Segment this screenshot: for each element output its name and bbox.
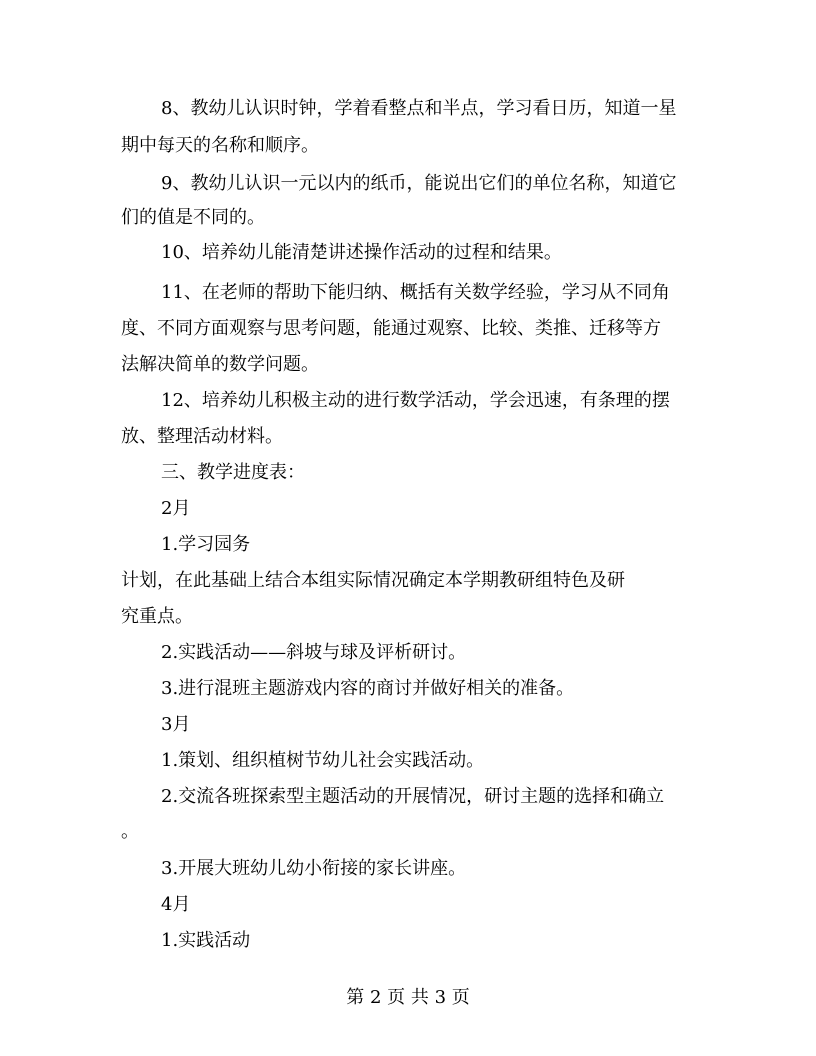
- text-line: 1.策划、组织植树节幼儿社会实践活动。: [161, 750, 485, 771]
- text-line: 1.学习园务: [161, 534, 251, 555]
- text-line: 法解决简单的数学问题。: [121, 354, 319, 375]
- text-line: 3.进行混班主题游戏内容的商讨并做好相关的准备。: [161, 678, 575, 699]
- text-line: 2.交流各班探索型主题活动的开展情况，研讨主题的选择和确立: [161, 786, 665, 807]
- text-line: 11、在老师的帮助下能归纳、概括有关数学经验，学习从不同角: [161, 282, 670, 303]
- text-line: 12、培养幼儿积极主动的进行数学活动，学会迅速，有条理的摆: [161, 390, 670, 411]
- text-line: 计划，在此基础上结合本组实际情况确定本学期教研组特色及研: [121, 570, 625, 591]
- text-line: 2.实践活动——斜坡与球及评析研讨。: [161, 642, 467, 663]
- month-heading: 2月: [161, 498, 191, 519]
- text-line: 9、教幼儿认识一元以内的纸币，能说出它们的单位名称，知道它: [161, 173, 677, 194]
- text-line: 3.开展大班幼儿幼小衔接的家长讲座。: [161, 858, 467, 879]
- text-line: 。: [121, 821, 139, 842]
- text-line: 放、整理活动材料。: [121, 426, 283, 447]
- text-line: 1.实践活动: [161, 930, 251, 951]
- text-line: 究重点。: [121, 606, 193, 627]
- text-line: 期中每天的名称和顺序。: [121, 135, 319, 156]
- text-line: 10、培养幼儿能清楚讲述操作活动的过程和结果。: [161, 242, 562, 263]
- text-line: 们的值是不同的。: [121, 207, 265, 228]
- section-heading: 三、教学进度表：: [161, 462, 305, 483]
- month-heading: 3月: [161, 714, 191, 735]
- text-line: 8、教幼儿认识时钟，学着看整点和半点，学习看日历，知道一星: [161, 98, 677, 119]
- text-line: 度、不同方面观察与思考问题，能通过观察、比较、类推、迁移等方: [121, 318, 661, 339]
- month-heading: 4月: [161, 894, 191, 915]
- page-number-footer: 第 2 页 共 3 页: [346, 987, 470, 1008]
